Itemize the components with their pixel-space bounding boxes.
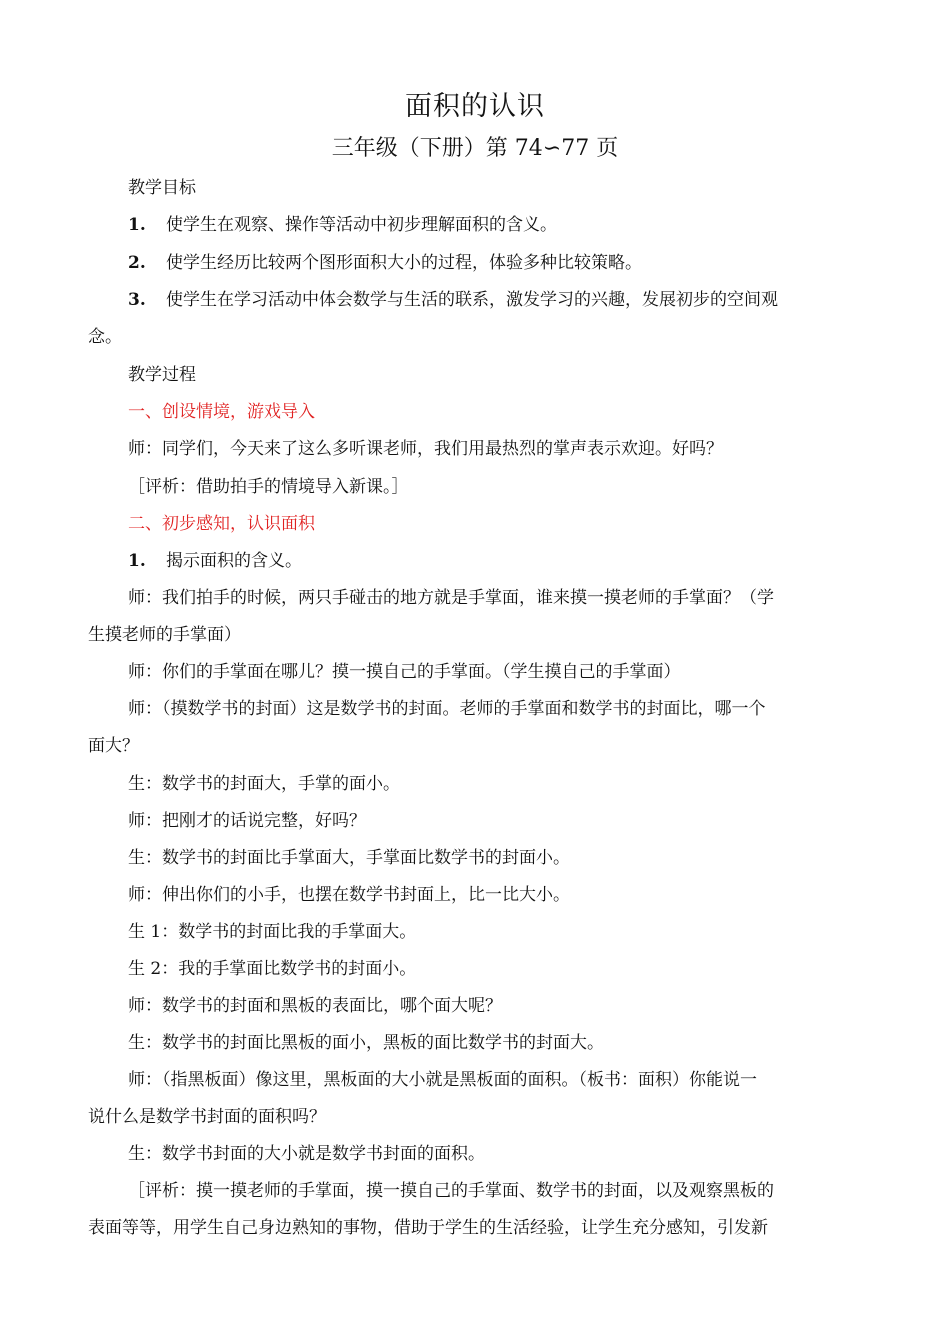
list-text: 揭示面积的含义。 — [166, 551, 302, 571]
paragraph-line: 生 1：数学书的封面比我的手掌面大。 — [128, 922, 417, 942]
list-number: 1. — [128, 215, 146, 235]
paragraph-line: 师：同学们，今天来了这么多听课老师，我们用最热烈的掌声表示欢迎。好吗？ — [128, 439, 723, 459]
paragraph-line: 师：我们拍手的时候，两只手碰击的地方就是手掌面，谁来摸一摸老师的手掌面？（学 — [128, 588, 774, 608]
paragraph-line: 师：（指黑板面）像这里，黑板面的大小就是黑板面的面积。（板书：面积）你能说一 — [128, 1070, 757, 1090]
paragraph-line: 师：数学书的封面和黑板的表面比，哪个面大呢？ — [128, 996, 502, 1016]
comment-line: ［评析：借助拍手的情境导入新课。］ — [128, 477, 409, 497]
comment-line: ［评析：摸一摸老师的手掌面，摸一摸自己的手掌面、数学书的封面，以及观察黑板的 — [128, 1181, 774, 1201]
list-number: 3. — [128, 290, 146, 310]
section-heading-1: 一、创设情境，游戏导入 — [128, 402, 315, 422]
goal-text: 使学生在观察、操作等活动中初步理解面积的含义。 — [166, 215, 557, 235]
paragraph-line: 师：你们的手掌面在哪儿？摸一摸自己的手掌面。（学生摸自己的手掌面） — [128, 662, 681, 682]
section-heading-process: 教学过程 — [128, 365, 196, 385]
paragraph-line: 生：数学书封面的大小就是数学书封面的面积。 — [128, 1144, 485, 1164]
goal-text: 使学生经历比较两个图形面积大小的过程，体验多种比较策略。 — [166, 253, 642, 273]
goal-item-3-cont: 念。 — [88, 327, 122, 347]
paragraph-line: 生摸老师的手掌面） — [88, 625, 241, 645]
paragraph-line: 师：伸出你们的小手，也摆在数学书封面上，比一比大小。 — [128, 885, 570, 905]
paragraph-line: 面大？ — [88, 736, 139, 756]
paragraph-line: 师：把刚才的话说完整，好吗？ — [128, 811, 366, 831]
paragraph-line: 生：数学书的封面比手掌面大，手掌面比数学书的封面小。 — [128, 848, 570, 868]
list-number: 1. — [128, 551, 146, 571]
paragraph-line: 生：数学书的封面大，手掌的面小。 — [128, 774, 400, 794]
paragraph-line: 师：（摸数学书的封面）这是数学书的封面。老师的手掌面和数学书的封面比，哪一个 — [128, 699, 766, 719]
comment-line: 表面等等，用学生自己身边熟知的事物，借助于学生的生活经验，让学生充分感知，引发新 — [88, 1218, 768, 1238]
list-number: 2. — [128, 253, 146, 273]
paragraph-line: 生：数学书的封面比黑板的面小，黑板的面比数学书的封面大。 — [128, 1033, 604, 1053]
goal-text: 使学生在学习活动中体会数学与生活的联系，激发学习的兴趣，发展初步的空间观 — [166, 290, 778, 310]
section-heading-goals: 教学目标 — [128, 178, 196, 198]
goal-item-3 — [128, 289, 778, 311]
goal-item-1 — [128, 214, 557, 236]
goal-item-2 — [128, 252, 642, 274]
list-item-1 — [128, 550, 302, 572]
section-heading-2: 二、初步感知，认识面积 — [128, 514, 315, 534]
paragraph-line: 说什么是数学书封面的面积吗？ — [88, 1107, 326, 1127]
paragraph-line: 生 2：我的手掌面比数学书的封面小。 — [128, 959, 417, 979]
page-subtitle: 三年级（下册）第 74∽77 页 — [331, 136, 619, 161]
page-title: 面积的认识 — [405, 91, 545, 122]
